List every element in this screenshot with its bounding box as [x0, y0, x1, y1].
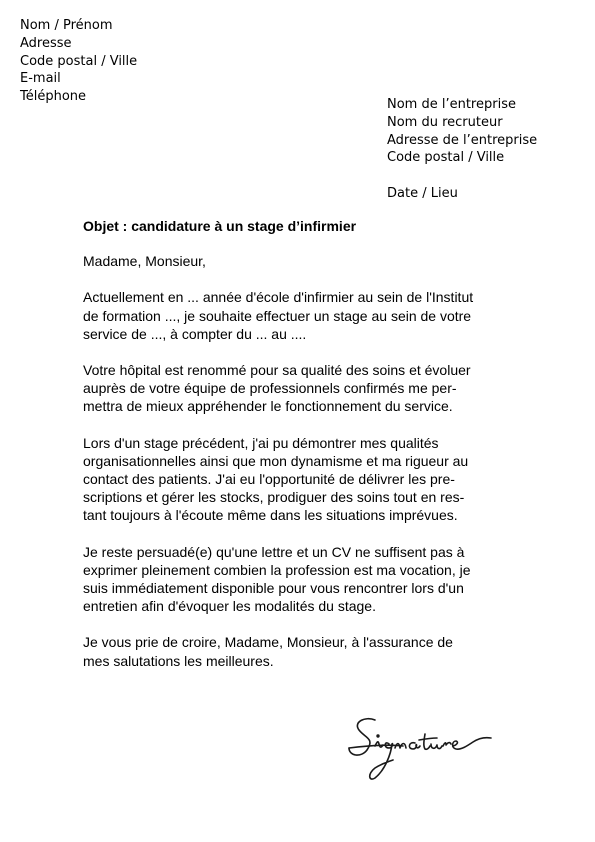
paragraph-line: Actuellement en ... année d'école d'infirmier au sein de l'Institut — [83, 289, 474, 306]
paragraph-closing — [83, 633, 523, 669]
paragraph-line: auprès de votre équipe de professionnels confirmés me per- — [83, 380, 457, 397]
sender-address: Adresse — [20, 35, 72, 51]
paragraph-line: service de ..., à compter du ... au .... — [83, 325, 307, 342]
paragraph-line: Je reste persuadé(e) qu'une lettre et un CV ne suffisent pas à — [83, 543, 465, 560]
paragraph-availability — [83, 543, 523, 616]
letter-subject: Objet : candidature à un stage d’infirmier — [83, 218, 357, 234]
sender-name: Nom / Prénom — [20, 18, 113, 33]
paragraph-line: entretien afin d'évoquer les modalités du stage. — [83, 598, 376, 615]
paragraph-line: suis immédiatement disponible pour vous rencontrer lors d'un — [83, 580, 464, 597]
paragraph-line: organisationnelles ainsi que mon dynamisme et ma rigueur au — [83, 452, 469, 469]
paragraph-experience — [83, 434, 523, 525]
paragraph-line: Votre hôpital est renommé pour sa qualité des soins et évoluer — [83, 362, 471, 379]
handwritten-signature — [345, 708, 505, 788]
date-place: Date / Lieu — [387, 186, 458, 201]
paragraph-line: mettra de mieux appréhender le fonctionnement du service. — [83, 398, 453, 415]
paragraph-line: Lors d'un stage précédent, j'ai pu démontrer mes qualités — [83, 434, 439, 451]
paragraph-line: Je vous prie de croire, Madame, Monsieur, à l'assurance de — [83, 634, 453, 651]
sender-phone: Téléphone — [20, 89, 87, 105]
salutation: Madame, Monsieur, — [83, 253, 206, 270]
recipient-address: Adresse de l’entreprise — [387, 132, 538, 148]
paragraph-hospital — [83, 361, 523, 416]
paragraph-line: mes salutations les meilleures. — [83, 652, 274, 669]
recipient-postal-city: Code postal / Ville — [387, 150, 505, 166]
recipient-block — [387, 96, 537, 167]
paragraph-line: scriptions et gérer les stocks, prodiguer des soins tout en res- — [83, 489, 465, 506]
paragraph-intro — [83, 288, 523, 343]
paragraph-line: contact des patients. J'ai eu l'opportunité de délivrer les pre- — [83, 471, 455, 488]
sender-email: E-mail — [20, 71, 61, 87]
sender-block — [20, 17, 137, 106]
letter-body — [83, 217, 523, 688]
recipient-recruiter: Nom du recruteur — [387, 114, 503, 130]
recipient-company: Nom de l’entreprise — [387, 97, 516, 112]
paragraph-line: tant toujours à l'écoute même dans les situations imprévues. — [83, 507, 458, 524]
sender-postal-city: Code postal / Ville — [20, 53, 138, 69]
paragraph-line: de formation ..., je souhaite effectuer un stage au sein de votre — [83, 307, 472, 324]
paragraph-line: exprimer pleinement combien la profession est ma vocation, je — [83, 561, 471, 578]
